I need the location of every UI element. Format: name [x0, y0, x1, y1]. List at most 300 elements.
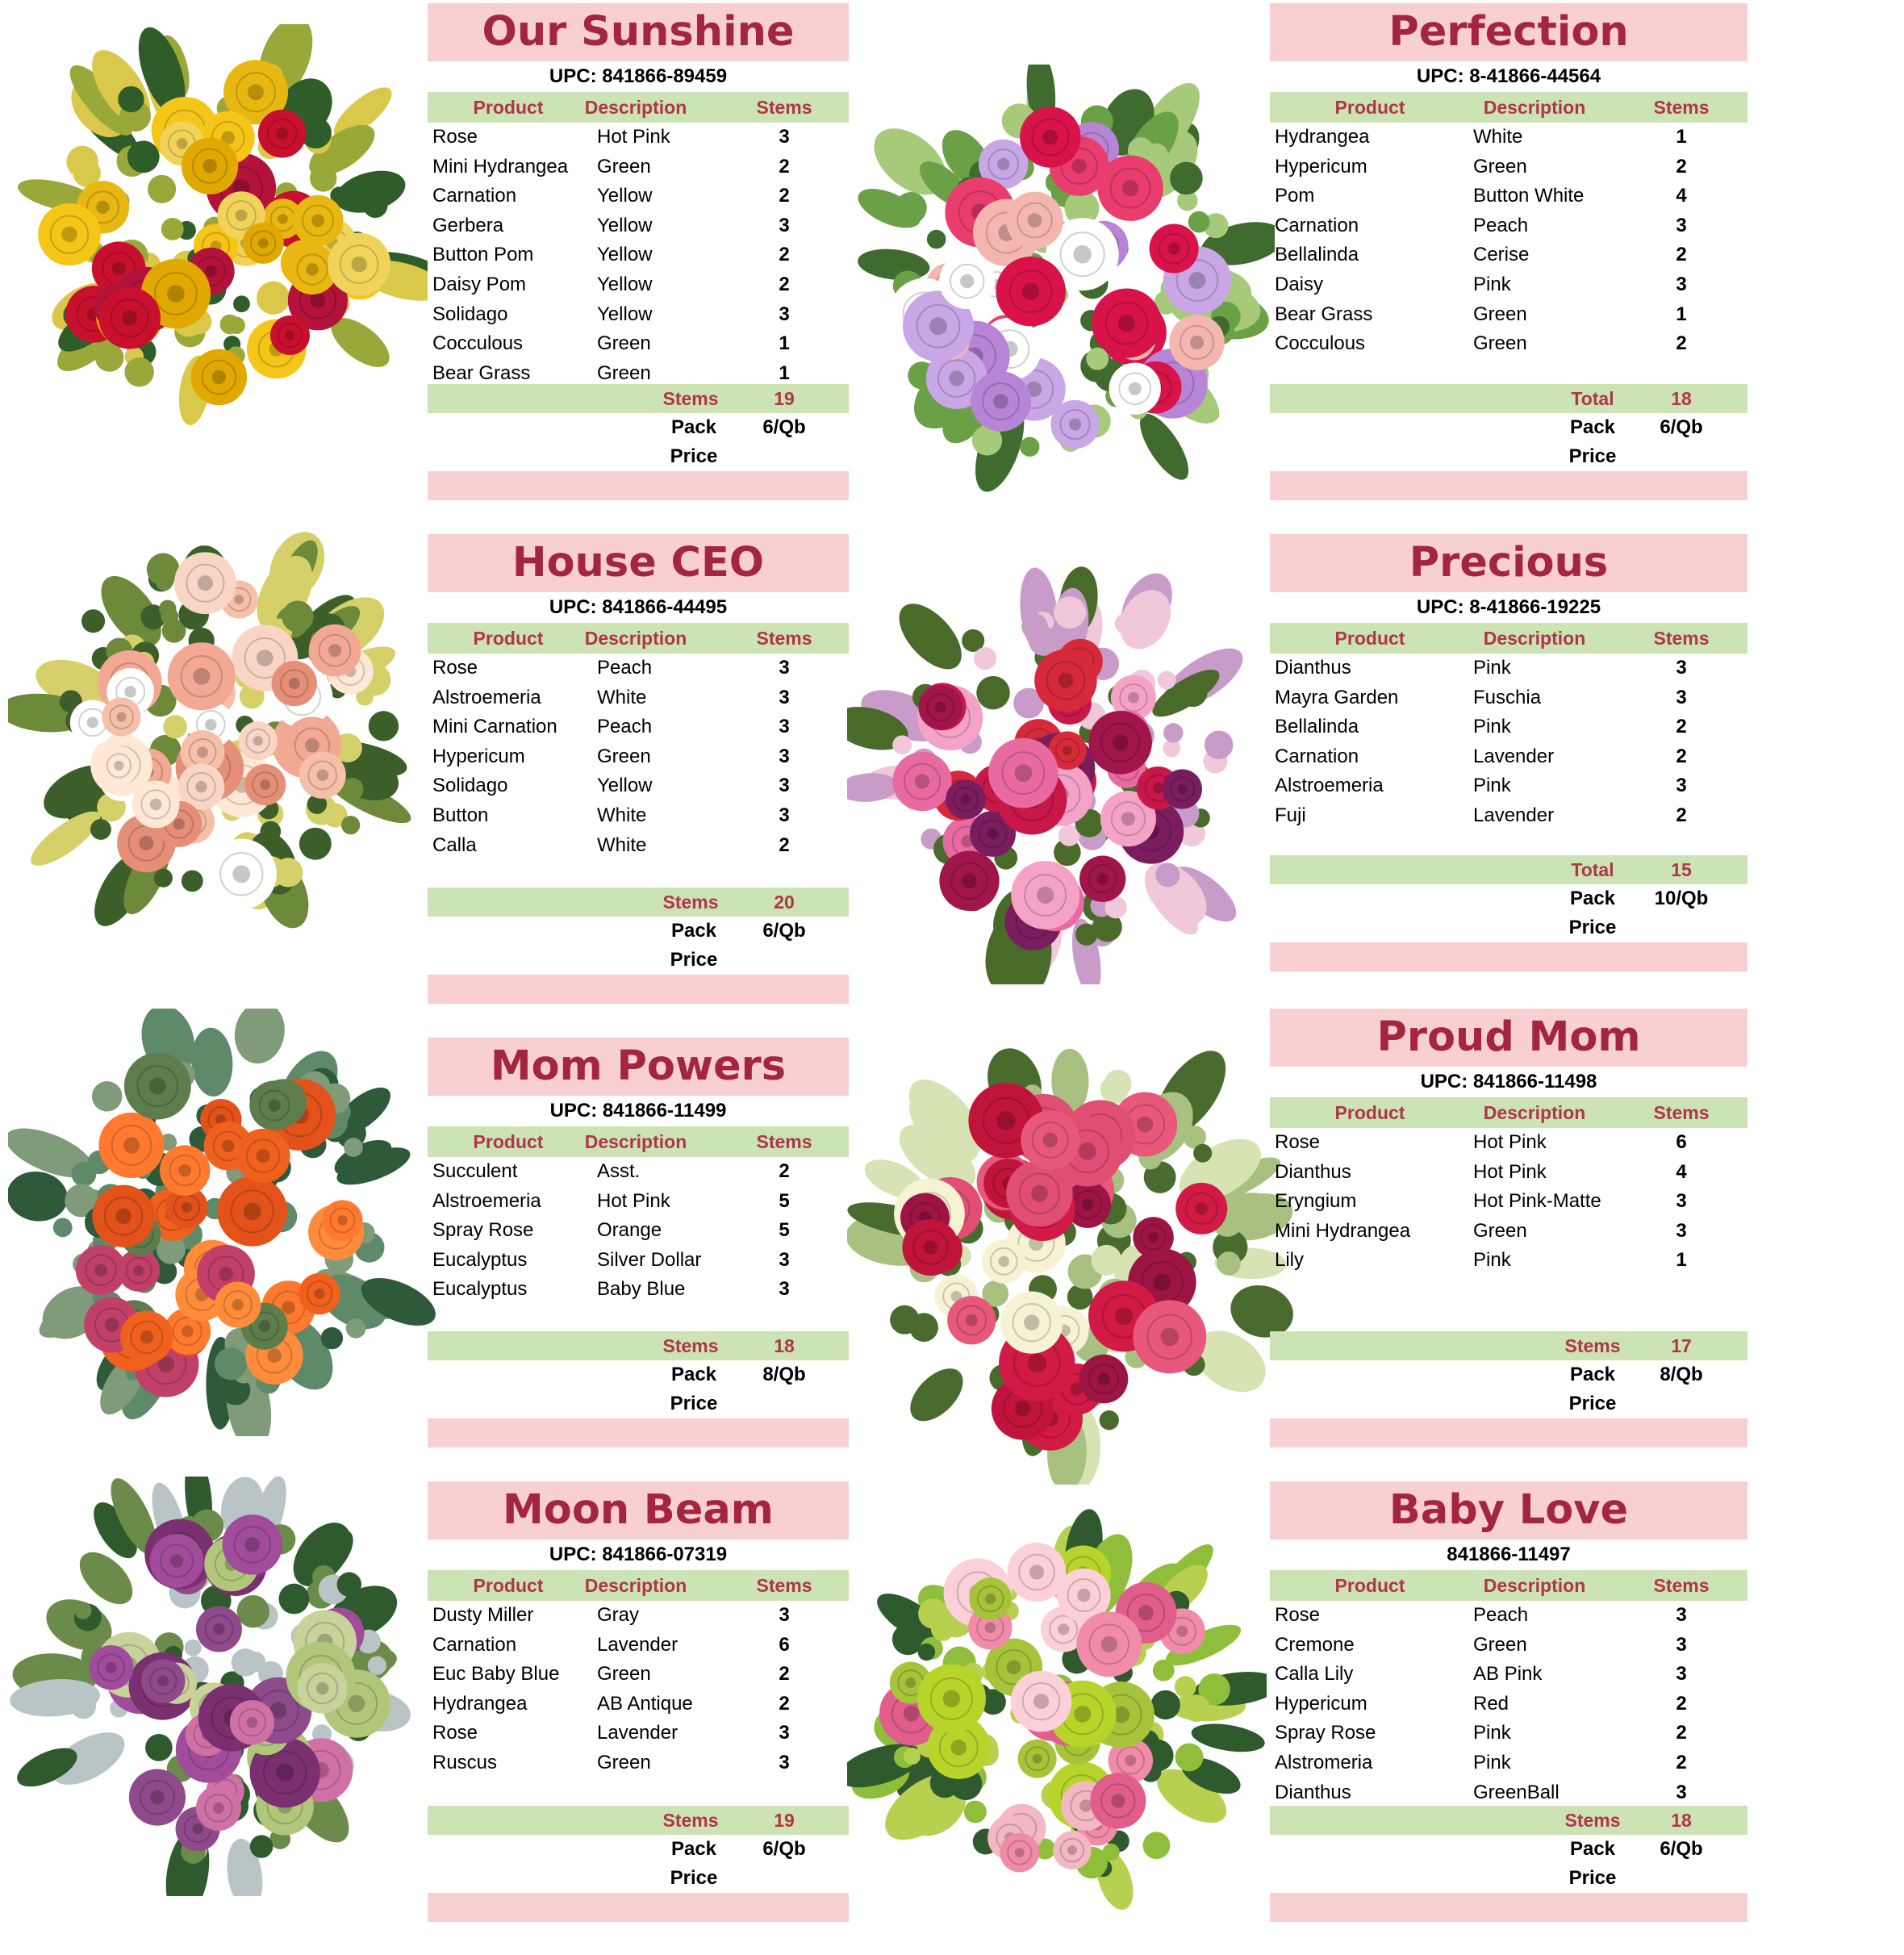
price-label: Price	[670, 949, 718, 971]
product-card	[1270, 1009, 1747, 1453]
product-name: Calla	[432, 833, 477, 856]
filler-blossom	[904, 1748, 921, 1765]
flower-head	[243, 223, 284, 264]
product-description: Pink	[1473, 716, 1511, 738]
flower-head	[99, 746, 139, 786]
leaf	[8, 1168, 71, 1225]
product-name: Succulent	[432, 1160, 518, 1182]
product-name: Carnation	[1275, 214, 1359, 236]
flower-head	[1053, 1831, 1092, 1869]
summary-label: Stems	[662, 1335, 719, 1356]
filler-blossom	[182, 870, 203, 892]
filler-blossom	[1179, 679, 1207, 707]
stem-count: 6	[1676, 1131, 1687, 1153]
product-name: Mini Hydrangea	[1275, 1219, 1411, 1242]
filler-blossom	[974, 647, 996, 670]
pack-row	[1270, 1835, 1747, 1864]
pack-label: Pack	[1569, 1838, 1616, 1860]
product-card	[428, 534, 849, 1009]
product-name: Alstroemeria	[432, 686, 541, 708]
flower-head	[971, 371, 1031, 432]
product-name: Bear Grass	[432, 361, 531, 384]
filler-blossom	[1163, 723, 1183, 742]
table-row	[1270, 1217, 1747, 1247]
flower-head	[1000, 1833, 1039, 1873]
table-row	[1270, 329, 1747, 359]
product-description: GreenBall	[1473, 1781, 1560, 1803]
product-description: Pink	[1473, 1722, 1511, 1744]
column-header: Product	[473, 1575, 544, 1596]
summary-row	[428, 888, 849, 917]
product-card	[428, 1481, 849, 1928]
price-bar	[1270, 1418, 1747, 1447]
card-title: House CEO	[428, 534, 849, 592]
filler-blossom	[1175, 1743, 1204, 1771]
stem-count: 4	[1676, 185, 1687, 207]
product-description: Button White	[1473, 185, 1585, 207]
leaf	[900, 1359, 972, 1431]
product-description: Yellow	[597, 303, 653, 325]
product-description: Pink	[1473, 1751, 1511, 1773]
pack-label: Pack	[1569, 1364, 1616, 1385]
price-row	[1270, 913, 1747, 942]
column-header: Description	[584, 1131, 687, 1152]
product-description: Fuschia	[1473, 686, 1542, 708]
price-bar	[428, 975, 849, 1004]
stem-count: 2	[779, 1663, 790, 1686]
bouquet-photo	[847, 1501, 1267, 1920]
flower-head	[160, 1145, 210, 1195]
stem-count: 5	[779, 1219, 790, 1242]
product-card	[1270, 3, 1747, 506]
flower-head	[947, 1296, 996, 1344]
product-name: Rose	[1275, 1131, 1321, 1153]
filler-blossom	[1100, 1410, 1119, 1430]
filler-blossom	[1205, 730, 1234, 759]
pack-label: Pack	[1569, 888, 1616, 909]
stem-count: 2	[1676, 1722, 1687, 1744]
pack-value: 10/Qb	[1654, 888, 1709, 909]
flower-head	[132, 781, 180, 829]
summary-value: 19	[774, 1810, 795, 1831]
flower-head	[258, 110, 307, 158]
table-row	[428, 270, 849, 300]
pack-label: Pack	[1569, 416, 1616, 438]
flower-head	[191, 349, 247, 405]
product-description: Green	[597, 361, 651, 384]
stem-count: 3	[1676, 775, 1687, 797]
bouquet-photo	[847, 565, 1267, 984]
stem-count: 3	[779, 716, 790, 738]
product-name: Lily	[1275, 1249, 1305, 1272]
filler-blossom	[976, 676, 1010, 710]
product-description: Red	[1473, 1692, 1509, 1715]
stem-count: 3	[779, 303, 790, 325]
table-row	[428, 1601, 849, 1631]
table-row	[1270, 1246, 1747, 1276]
filler-blossom	[1158, 670, 1176, 689]
flower-head	[298, 1663, 348, 1713]
filler-blossom	[257, 282, 290, 315]
column-header: Stems	[1653, 628, 1710, 649]
table-header	[428, 92, 849, 123]
product-description: Lavender	[597, 1633, 679, 1656]
product-description: Pink	[1473, 775, 1511, 797]
filler-blossom	[260, 821, 281, 842]
flower-head	[1097, 155, 1163, 220]
column-header: Product	[473, 628, 544, 649]
table-header	[428, 1126, 849, 1157]
card-title: Perfection	[1270, 3, 1747, 61]
stem-count: 3	[1676, 1219, 1687, 1242]
product-description: Hot Pink	[597, 126, 670, 148]
filler-blossom	[124, 357, 153, 386]
product-description: Gray	[597, 1604, 640, 1626]
flower-head	[1008, 1543, 1067, 1602]
flower-head	[98, 287, 161, 349]
table-row	[1270, 240, 1747, 270]
flower-head	[102, 697, 140, 736]
stem-count: 2	[1676, 716, 1687, 738]
stem-count: 2	[1676, 155, 1687, 178]
product-name: Ruscus	[432, 1751, 498, 1773]
filler-blossom	[337, 1573, 361, 1597]
table-row	[428, 1157, 849, 1187]
upc-code: UPC: 8-41866-19225	[1416, 596, 1601, 618]
product-description: Yellow	[597, 214, 653, 236]
filler-blossom	[90, 819, 111, 840]
filler-blossom	[161, 218, 184, 240]
pack-label: Pack	[670, 920, 717, 942]
product-name: Hypericum	[432, 745, 525, 767]
filler-blossom	[1183, 1694, 1210, 1722]
product-description: Green	[597, 155, 651, 178]
flower-head	[239, 721, 278, 760]
table-row	[428, 771, 849, 801]
table-header	[428, 623, 849, 654]
product-name: Dianthus	[1275, 1160, 1351, 1183]
product-description: Pink	[1473, 273, 1511, 295]
table-row	[1270, 1778, 1747, 1808]
flower-head	[292, 195, 343, 246]
price-bar	[1270, 942, 1747, 971]
flower-head	[939, 851, 999, 911]
product-description: Pink	[1473, 1249, 1511, 1272]
stem-count: 5	[779, 1189, 790, 1212]
pack-value: 6/Qb	[762, 920, 806, 942]
filler-blossom	[72, 1162, 97, 1187]
column-header: Stems	[1653, 97, 1710, 118]
flower-head	[196, 1786, 241, 1831]
flower-head	[982, 1239, 1026, 1284]
bouquet-photo	[847, 1033, 1299, 1485]
card-title: Mom Powers	[428, 1038, 849, 1096]
column-header: Description	[1483, 628, 1586, 649]
filler-blossom	[278, 1584, 309, 1615]
product-name: Alstroemeria	[432, 1189, 541, 1212]
product-name: Alstromeria	[1275, 1751, 1373, 1773]
summary-label: Total	[1571, 859, 1614, 880]
product-name: Carnation	[432, 185, 517, 207]
table-row	[1270, 801, 1747, 831]
pack-row	[1270, 1360, 1747, 1389]
price-row	[428, 1389, 849, 1418]
filler-blossom	[145, 1734, 173, 1761]
flower-head	[215, 1282, 261, 1328]
filler-blossom	[154, 869, 173, 888]
upc-code: UPC: 8-41866-44564	[1416, 65, 1601, 87]
product-description: Yellow	[597, 244, 653, 266]
summary-label: Stems	[662, 388, 719, 409]
product-description: Green	[597, 332, 651, 355]
product-name: Carnation	[432, 1633, 517, 1656]
table-row	[1270, 300, 1747, 330]
column-header: Description	[1483, 1102, 1586, 1123]
product-description: AB Antique	[597, 1692, 693, 1715]
product-name: Rose	[432, 126, 478, 148]
product-description: Asst.	[597, 1160, 641, 1182]
table-row	[1270, 712, 1747, 742]
product-card	[1270, 1481, 1747, 1928]
stem-count: 2	[779, 833, 790, 856]
product-description: Hot Pink	[1473, 1131, 1547, 1153]
table-row	[428, 742, 849, 772]
pack-row	[428, 1835, 849, 1864]
flower-head	[76, 1245, 126, 1295]
flower-head	[946, 779, 985, 819]
stem-count: 3	[779, 804, 790, 826]
column-header: Stems	[1653, 1102, 1710, 1123]
filler-blossom	[95, 343, 123, 371]
filler-blossom	[81, 609, 105, 633]
pack-value: 8/Qb	[1660, 1364, 1703, 1385]
flower-head	[230, 1700, 274, 1744]
table-row	[1270, 1719, 1747, 1748]
product-name: Bellalinda	[1275, 244, 1359, 266]
stem-count: 2	[1676, 1751, 1687, 1773]
product-name: Eucalyptus	[432, 1278, 528, 1301]
filler-blossom	[215, 1347, 247, 1380]
flower-head	[902, 1219, 958, 1276]
table-row	[1270, 771, 1747, 801]
filler-blossom	[892, 735, 912, 754]
flower-head	[892, 752, 951, 811]
summary-value: 19	[774, 388, 795, 409]
product-name: Solidago	[432, 303, 508, 325]
price-label: Price	[1568, 1867, 1617, 1889]
column-header: Description	[584, 1575, 687, 1596]
summary-value: 18	[1671, 388, 1692, 409]
filler-blossom	[363, 194, 387, 218]
product-name: Rose	[1275, 1604, 1321, 1626]
filler-blossom	[914, 1787, 933, 1806]
flower-head	[182, 138, 238, 194]
flower-head	[141, 1659, 185, 1702]
stem-count: 2	[1676, 1692, 1687, 1715]
filler-blossom	[1155, 863, 1180, 887]
product-name: Pom	[1275, 185, 1315, 207]
product-description: Peach	[1473, 214, 1529, 236]
product-name: Spray Rose	[432, 1219, 534, 1242]
table-header	[1270, 1097, 1747, 1128]
stem-count: 2	[779, 155, 790, 178]
stem-count: 2	[1676, 745, 1687, 767]
table-row	[1270, 1748, 1747, 1778]
flower-head	[917, 1665, 986, 1733]
filler-blossom	[74, 1602, 91, 1619]
flower-head	[1034, 650, 1096, 712]
flower-head	[124, 1053, 191, 1120]
stem-count: 3	[779, 657, 790, 679]
stem-count: 3	[779, 214, 790, 236]
filler-blossom	[918, 1644, 935, 1660]
product-description: Hot Pink	[597, 1189, 670, 1212]
table-row	[428, 831, 849, 861]
table-row	[1270, 270, 1747, 300]
table-row	[428, 712, 849, 742]
table-row	[1270, 1158, 1747, 1188]
summary-label: Stems	[1564, 1335, 1621, 1356]
filler-blossom	[273, 858, 303, 887]
pack-value: 6/Qb	[1660, 416, 1703, 438]
filler-blossom	[220, 315, 240, 335]
flower-head	[1000, 1292, 1063, 1354]
table-row	[428, 1631, 849, 1660]
price-row	[1270, 1864, 1747, 1893]
filler-blossom	[1153, 1660, 1175, 1681]
product-description: Green	[597, 1751, 651, 1773]
card-title: Moon Beam	[428, 1481, 849, 1539]
product-description: Lavender	[597, 1722, 679, 1744]
filler-blossom	[1143, 1832, 1171, 1859]
table-row	[428, 1275, 849, 1305]
column-header: Description	[584, 628, 687, 649]
filler-blossom	[344, 1138, 363, 1157]
column-header: Product	[1334, 1575, 1405, 1596]
table-row	[1270, 1187, 1747, 1217]
product-description: AB Pink	[1473, 1663, 1543, 1686]
pack-label: Pack	[670, 416, 717, 438]
flower-head	[207, 839, 277, 909]
flower-head	[244, 764, 286, 805]
flower-head	[996, 257, 1065, 326]
product-name: Rose	[432, 1722, 478, 1744]
stem-count: 6	[779, 1633, 790, 1656]
filler-blossom	[1193, 1144, 1212, 1163]
stem-count: 2	[1676, 332, 1687, 355]
product-name: Carnation	[1275, 745, 1359, 767]
summary-row	[428, 1331, 849, 1360]
flower-head	[236, 1129, 290, 1183]
product-name: Hypericum	[1275, 1692, 1367, 1715]
flower-head	[1076, 1611, 1142, 1677]
column-header: Product	[473, 97, 544, 118]
filler-blossom	[92, 1081, 123, 1112]
flower-head	[89, 1645, 133, 1690]
product-name: Alstroemeria	[1275, 775, 1384, 797]
pack-value: 6/Qb	[762, 416, 806, 438]
filler-blossom	[159, 600, 176, 617]
product-description: Green	[1473, 155, 1527, 178]
table-row	[428, 1246, 849, 1276]
flower-head	[1090, 1773, 1146, 1828]
pack-row	[1270, 413, 1747, 442]
stem-count: 2	[1676, 244, 1687, 266]
column-header: Description	[584, 97, 687, 118]
flower-head	[918, 685, 962, 729]
filler-blossom	[1151, 1690, 1180, 1719]
flower-head	[988, 738, 1058, 808]
product-name: Dianthus	[1275, 1781, 1351, 1803]
table-row	[428, 1690, 849, 1719]
bouquet-photo	[839, 65, 1275, 500]
stem-count: 3	[1676, 1190, 1687, 1213]
filler-blossom	[53, 1218, 73, 1238]
filler-blossom	[964, 1801, 987, 1823]
product-description: Orange	[597, 1219, 662, 1242]
column-header: Stems	[756, 628, 812, 649]
flower-head	[1018, 1740, 1057, 1778]
card-title: Our Sunshine	[428, 3, 849, 61]
product-description: Peach	[597, 716, 653, 738]
product-name: Euc Baby Blue	[432, 1663, 560, 1686]
summary-value: 20	[774, 892, 795, 913]
product-description: Hot Pink	[1473, 1160, 1547, 1183]
product-description: Green	[1473, 1633, 1527, 1656]
stem-count: 3	[1676, 686, 1687, 708]
column-header: Stems	[1653, 1575, 1710, 1596]
flower-head	[120, 1310, 173, 1364]
flower-head	[1092, 288, 1161, 357]
summary-row	[428, 1806, 849, 1835]
flower-head	[196, 1606, 242, 1652]
flower-head	[1006, 1160, 1072, 1226]
filler-blossom	[310, 165, 336, 191]
product-name: Fuji	[1275, 804, 1306, 826]
column-header: Description	[1483, 97, 1586, 118]
filler-blossom	[927, 230, 946, 249]
stem-count: 1	[1676, 126, 1687, 148]
upc-code: UPC: 841866-44495	[549, 596, 728, 618]
table-row	[428, 240, 849, 270]
product-name: Dusty Miller	[432, 1604, 534, 1626]
flower-head	[272, 661, 317, 706]
product-name: Rose	[432, 657, 478, 679]
summary-label: Stems	[1564, 1810, 1621, 1831]
product-name: Eryngium	[1275, 1190, 1357, 1213]
table-row	[1270, 1128, 1747, 1158]
stem-count: 3	[1676, 657, 1687, 679]
product-name: Solidago	[432, 775, 508, 797]
product-description: Peach	[597, 657, 653, 679]
product-name: Gerbera	[432, 214, 504, 236]
table-header	[1270, 92, 1747, 123]
table-row	[428, 1660, 849, 1690]
product-description: Yellow	[597, 273, 653, 295]
summary-row	[1270, 384, 1747, 413]
filler-blossom	[250, 1835, 273, 1857]
filler-blossom	[918, 1598, 949, 1629]
price-label: Price	[670, 1393, 718, 1414]
product-description: Lavender	[1473, 804, 1555, 826]
filler-blossom	[368, 1656, 386, 1675]
filler-blossom	[1188, 211, 1210, 233]
stem-count: 3	[1676, 1781, 1687, 1803]
stem-count: 2	[779, 1160, 790, 1182]
filler-blossom	[185, 1640, 202, 1656]
card-title: Baby Love	[1270, 1481, 1747, 1539]
stem-count: 2	[779, 273, 790, 295]
